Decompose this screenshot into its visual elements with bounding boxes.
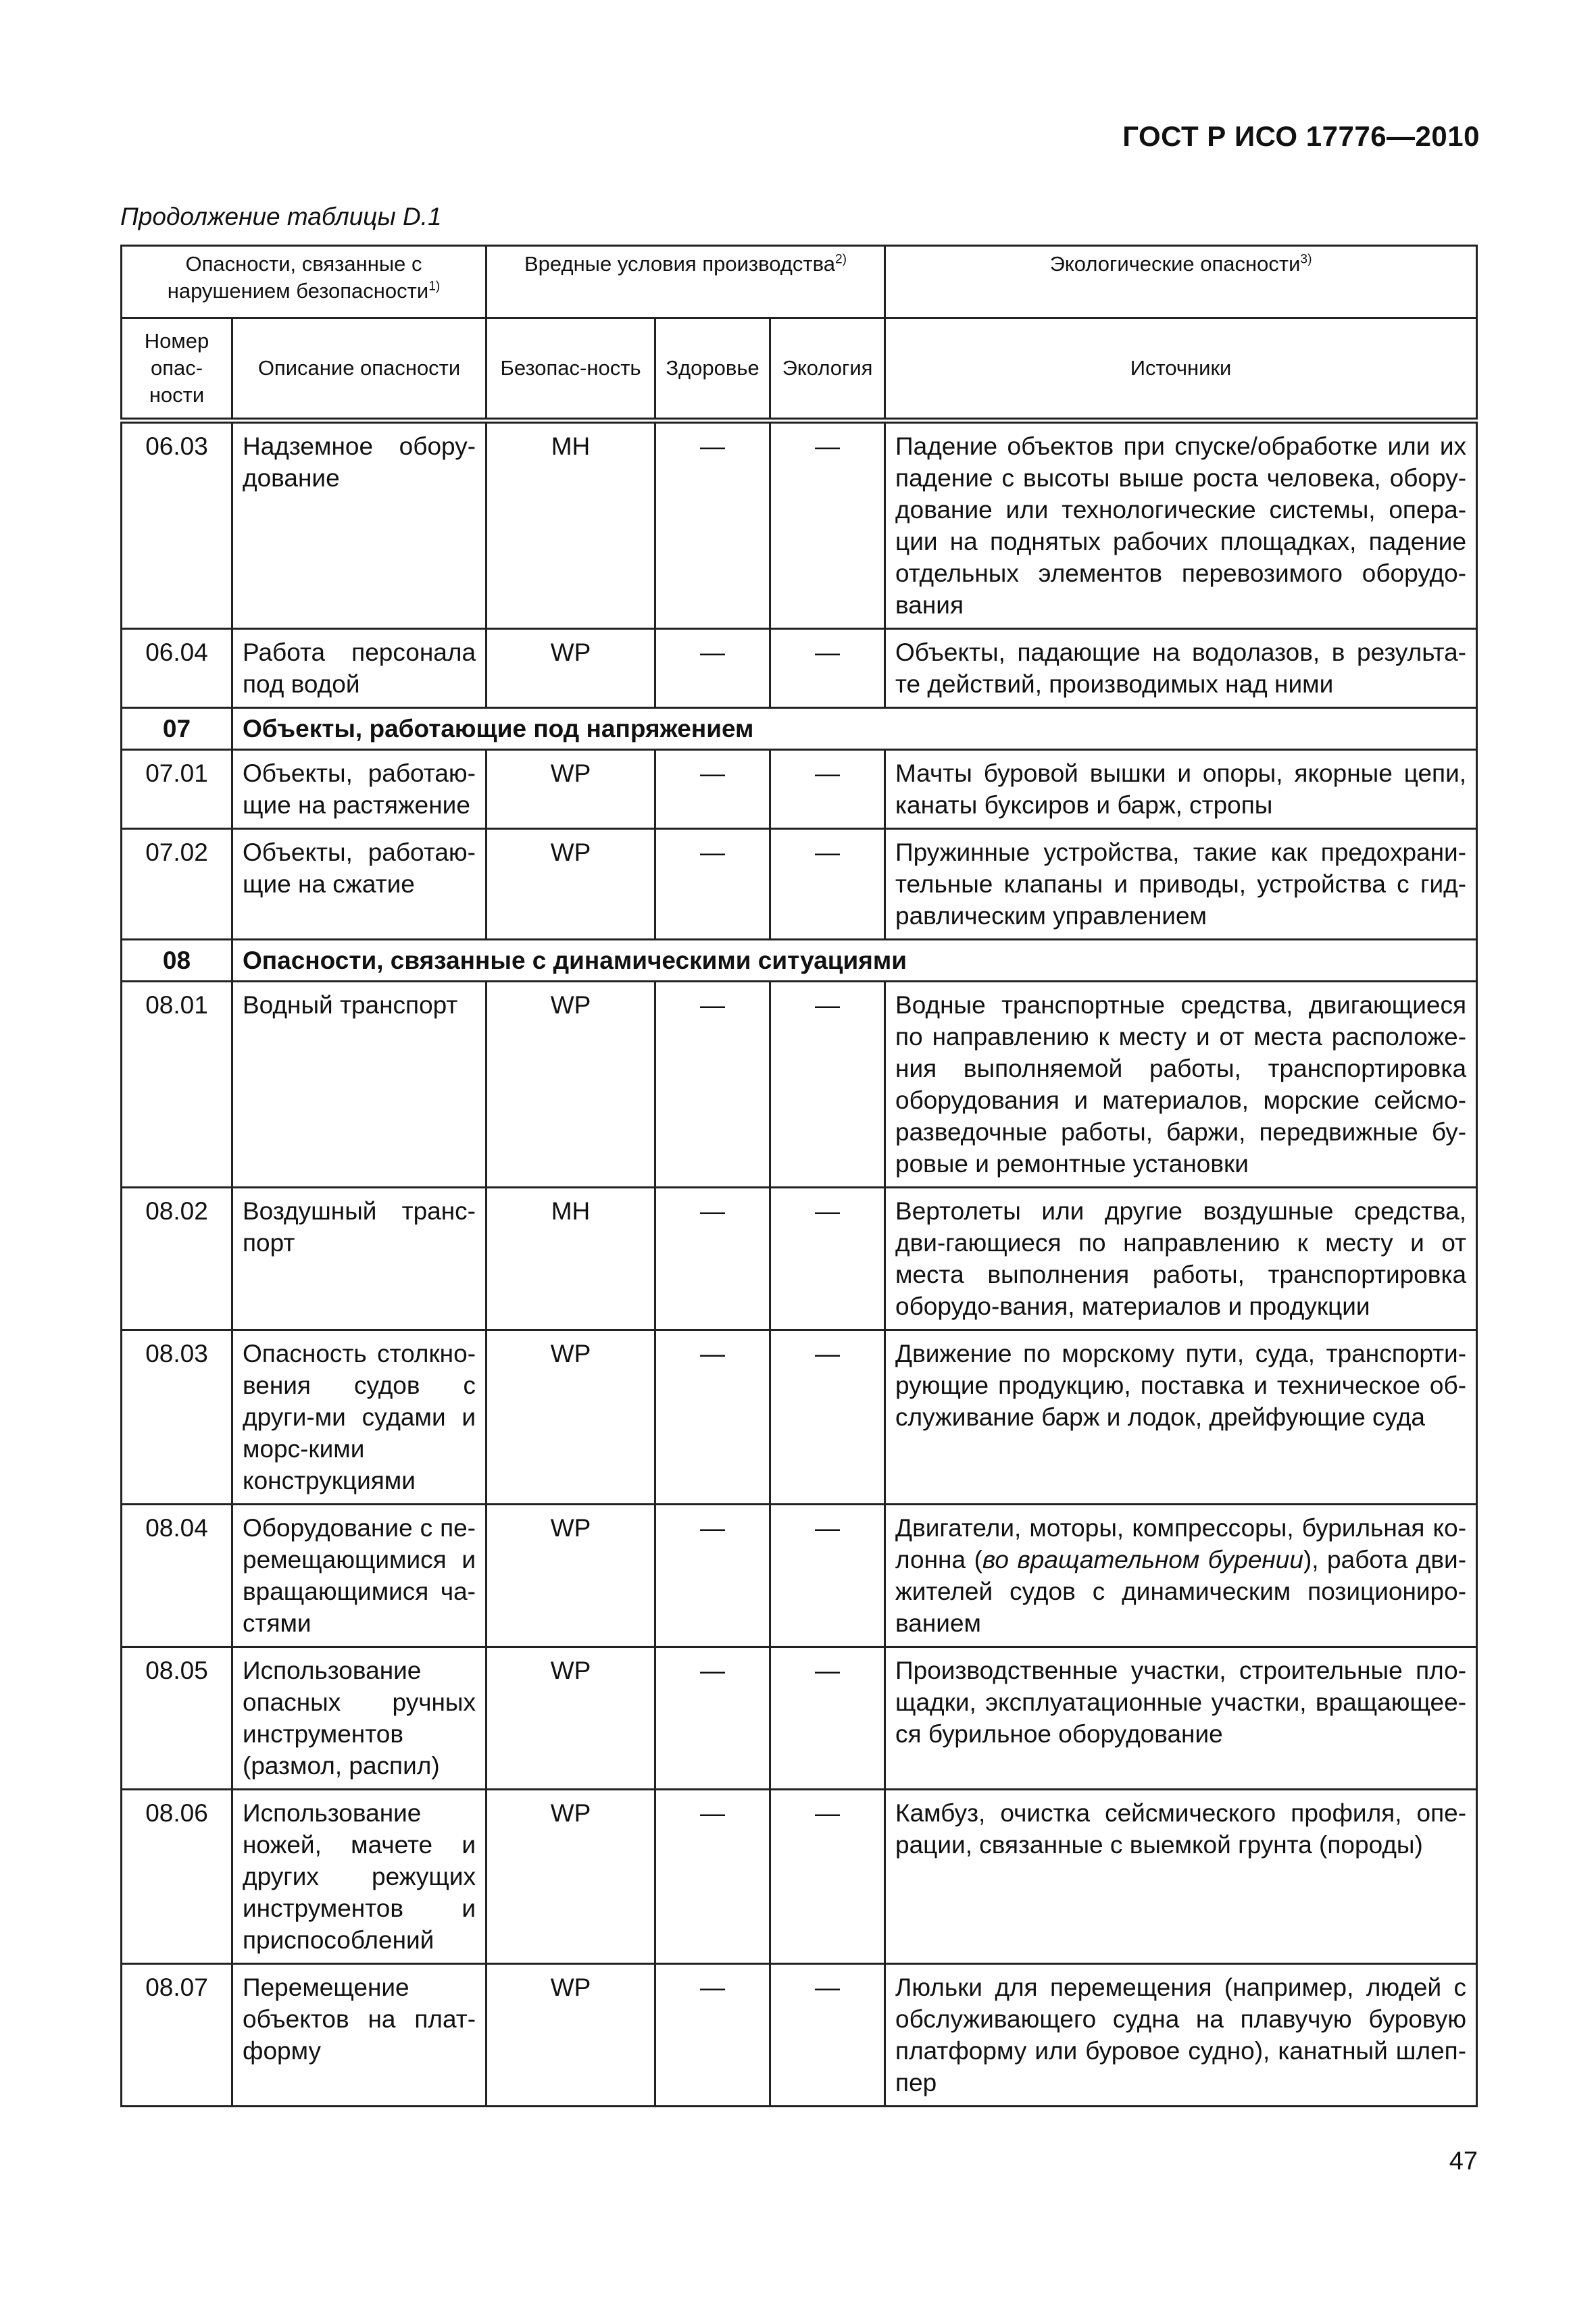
table-row	[122, 1647, 1477, 1790]
sources-text-part: ), работа дви-жителей судов с динамическим позициониро-ванием	[895, 1546, 1467, 1637]
hazard-number: 08.05	[122, 1647, 232, 1790]
table-row	[122, 629, 1477, 708]
safety-code: WP	[487, 829, 655, 940]
group-row	[122, 708, 1477, 750]
table-row	[122, 1188, 1477, 1330]
hazard-number: 08.06	[122, 1790, 232, 1964]
group-title: Объекты, работающие под напряжением	[232, 708, 1477, 750]
safety-code: WP	[487, 629, 655, 708]
ecology-value: —	[770, 982, 885, 1188]
header-ecology-group	[885, 246, 1477, 318]
table-row	[122, 1964, 1477, 2107]
ecology-value: —	[770, 829, 885, 940]
hazard-description: Объекты, работаю-щие на растяжение	[232, 750, 487, 829]
hazard-sources: Мачты буровой вышки и опоры, якорные цепи, канаты буксиров и барж, стропы	[885, 750, 1477, 829]
document-code: ГОСТ Р ИСО 17776—2010	[1122, 120, 1480, 152]
safety-code: WP	[487, 1964, 655, 2107]
hazard-description: Перемещение объектов на плат-форму	[232, 1964, 487, 2107]
safety-code: WP	[487, 982, 655, 1188]
ecology-value: —	[770, 1964, 885, 2107]
hazard-number: 08.04	[122, 1505, 232, 1647]
hazard-description: Надземное обору-дование	[232, 421, 487, 629]
hazard-sources: Производственные участки, строительные пло-щадки, эксплуатационные участки, вращающее-ся бурильное оборудование	[885, 1647, 1477, 1790]
safety-code: WP	[487, 750, 655, 829]
header-conditions	[487, 246, 885, 318]
hazard-sources: Люльки для перемещения (например, людей с обслуживающего судна на плавучую буровую платформу или буровое судно), канатный шлеп-пер	[885, 1964, 1477, 2107]
sources-italic-part: во вращательном бурении	[982, 1546, 1303, 1574]
header-number: Номер опас-ности	[122, 318, 232, 421]
table-row	[122, 1505, 1477, 1647]
table-row	[122, 750, 1477, 829]
hazard-sources	[885, 1505, 1477, 1647]
header-ecology-group-label: Экологические опасности	[1049, 252, 1301, 276]
hazard-sources: Водные транспортные средства, двигающиеся по направлению к месту и от места расположе-ния выполняемой работы, транспортировка оборудования и материалов, морские сейсмо-разведочные работы, баржи, передвижные бу-ровые и ремонтные установки	[885, 982, 1477, 1188]
health-value: —	[655, 421, 770, 629]
table-row	[122, 1330, 1477, 1505]
safety-code: WP	[487, 1647, 655, 1790]
header-row-columns	[122, 318, 1477, 421]
safety-code: WP	[487, 1330, 655, 1505]
header-ecology-group-note: 3)	[1300, 252, 1312, 267]
group-number: 07	[122, 708, 232, 750]
safety-code: WP	[487, 1505, 655, 1647]
ecology-value: —	[770, 1647, 885, 1790]
hazard-description: Работа персонала под водой	[232, 629, 487, 708]
hazard-number: 06.04	[122, 629, 232, 708]
safety-code: WP	[487, 1790, 655, 1964]
table-caption: Продолжение таблицы D.1	[120, 203, 442, 230]
header-conditions-note: 2)	[834, 252, 847, 267]
hazard-sources: Движение по морскому пути, суда, транспорти-рующие продукцию, поставка и техническое об-служивание барж и лодок, дрейфующие суда	[885, 1330, 1477, 1505]
health-value: —	[655, 1330, 770, 1505]
hazard-number: 07.01	[122, 750, 232, 829]
header-description: Описание опасности	[232, 318, 487, 421]
header-safety: Безопас-ность	[487, 318, 655, 421]
hazard-description: Опасность столкно-вения судов с други-ми судами и морс-кими конструкциями	[232, 1330, 487, 1505]
ecology-value: —	[770, 1330, 885, 1505]
table-row	[122, 982, 1477, 1188]
hazard-number: 08.02	[122, 1188, 232, 1330]
ecology-value: —	[770, 421, 885, 629]
group-row	[122, 940, 1477, 982]
table-row	[122, 1790, 1477, 1964]
health-value: —	[655, 982, 770, 1188]
hazard-sources: Падение объектов при спуске/обработке или их падение с высоты выше роста человека, обору-дование или технологические системы, опера-ции на поднятых рабочих площадках, падение отдельных элементов перевозимого оборудо-вания	[885, 421, 1477, 629]
health-value: —	[655, 1790, 770, 1964]
hazard-number: 08.03	[122, 1330, 232, 1505]
hazard-sources: Объекты, падающие на водолазов, в результа-те действий, производимых над ними	[885, 629, 1477, 708]
health-value: —	[655, 750, 770, 829]
header-row-groups	[122, 246, 1477, 318]
hazard-description: Использование опасных ручных инструментов (размол, распил)	[232, 1647, 487, 1790]
header-ecology: Экология	[770, 318, 885, 421]
page-number: 47	[1449, 2147, 1478, 2175]
hazard-number: 07.02	[122, 829, 232, 940]
health-value: —	[655, 629, 770, 708]
hazard-description: Использование ножей, мачете и других режущих инструментов и приспособлений	[232, 1790, 487, 1964]
ecology-value: —	[770, 1505, 885, 1647]
safety-code: MH	[487, 421, 655, 629]
hazard-description: Объекты, работаю-щие на сжатие	[232, 829, 487, 940]
hazard-description: Оборудование с пе-ремещающимися и вращающимися ча-стями	[232, 1505, 487, 1647]
hazard-number: 08.07	[122, 1964, 232, 2107]
group-title: Опасности, связанные с динамическими ситуациями	[232, 940, 1477, 982]
hazard-number: 06.03	[122, 421, 232, 629]
header-conditions-label: Вредные условия производства	[524, 252, 835, 276]
health-value: —	[655, 1647, 770, 1790]
health-value: —	[655, 1505, 770, 1647]
header-hazards-label: Опасности, связанные с нарушением безопасности	[167, 252, 429, 303]
ecology-value: —	[770, 750, 885, 829]
health-value: —	[655, 1964, 770, 2107]
header-sources: Источники	[885, 318, 1477, 421]
ecology-value: —	[770, 1188, 885, 1330]
hazard-description: Воздушный транс-порт	[232, 1188, 487, 1330]
ecology-value: —	[770, 629, 885, 708]
header-hazards-note: 1)	[428, 279, 441, 294]
hazard-sources: Камбуз, очистка сейсмического профиля, опе-рации, связанные с выемкой грунта (породы)	[885, 1790, 1477, 1964]
hazard-sources: Вертолеты или другие воздушные средства, дви-гающиеся по направлению к месту и от места выполнения работы, транспортировка оборудо-вания, материалов и продукции	[885, 1188, 1477, 1330]
header-health: Здоровье	[655, 318, 770, 421]
sources-text-part: Двигатели, моторы, компрессоры, бурильная ко-лонна (	[895, 1514, 1467, 1574]
ecology-value: —	[770, 1790, 885, 1964]
table-row	[122, 421, 1477, 629]
health-value: —	[655, 829, 770, 940]
hazards-table	[120, 245, 1478, 2107]
group-number: 08	[122, 940, 232, 982]
hazard-description: Водный транспорт	[232, 982, 487, 1188]
hazard-number: 08.01	[122, 982, 232, 1188]
table-row	[122, 829, 1477, 940]
hazard-sources: Пружинные устройства, такие как предохрани-тельные клапаны и приводы, устройства с гид-равлическим управлением	[885, 829, 1477, 940]
health-value: —	[655, 1188, 770, 1330]
safety-code: MH	[487, 1188, 655, 1330]
header-hazards	[122, 246, 487, 318]
